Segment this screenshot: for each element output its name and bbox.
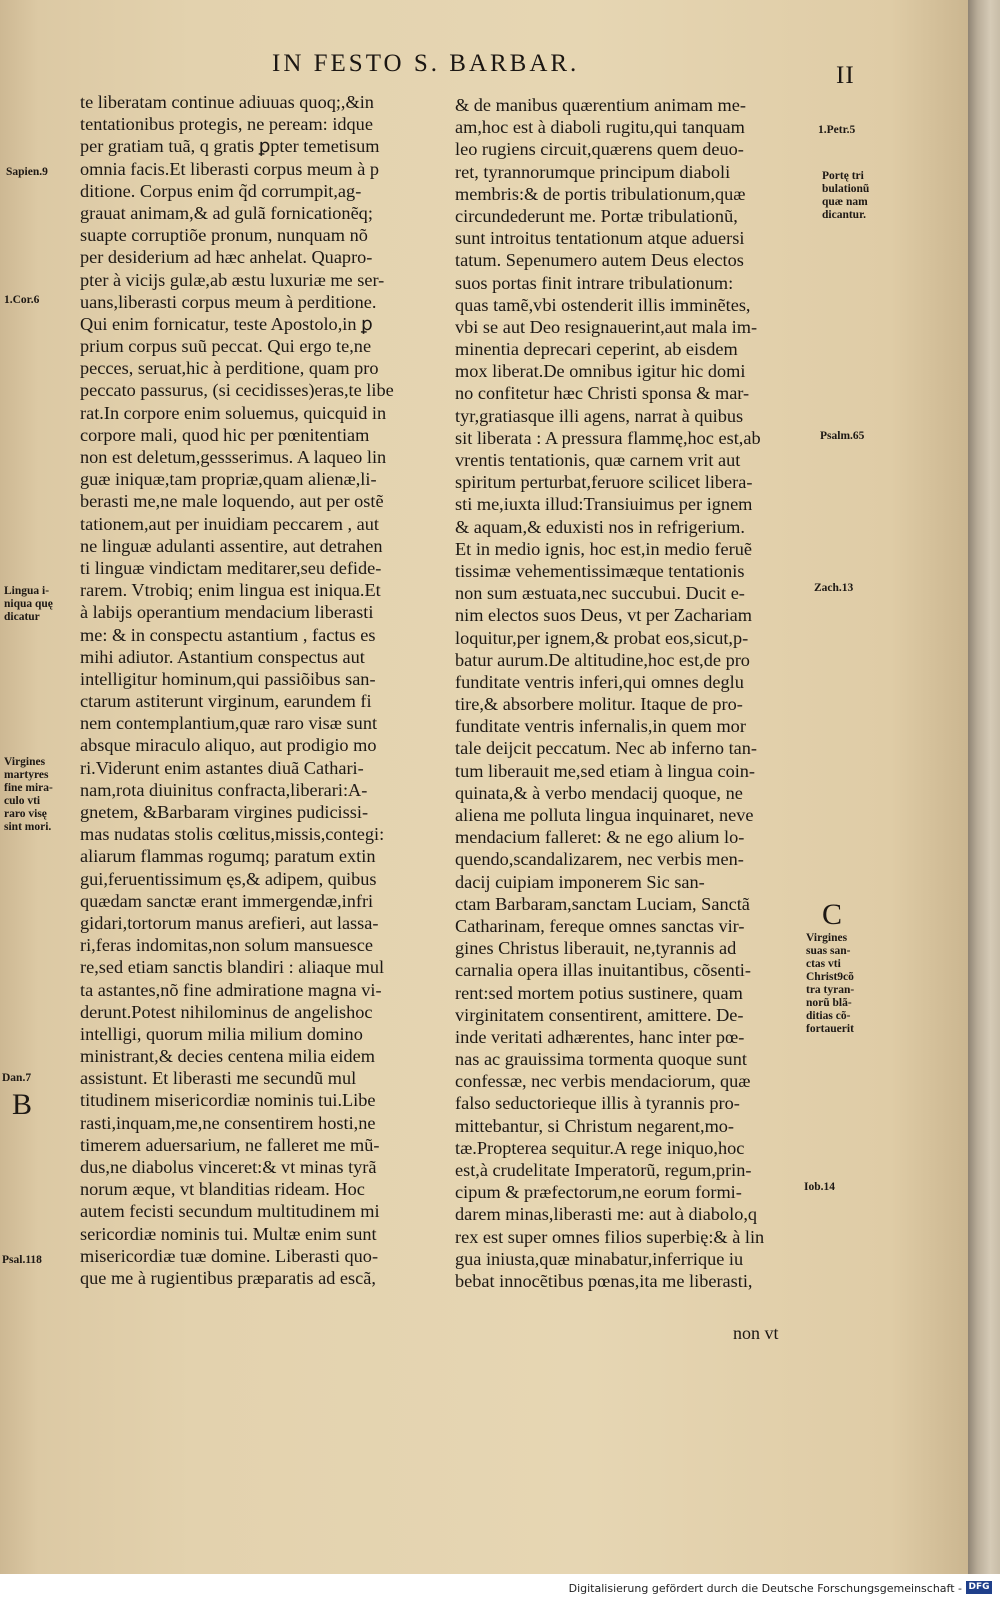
left-column-line: non est deletum,gessserimus. A laqueo lin [80, 447, 387, 467]
margin-note-line: Dan.7 [2, 1072, 32, 1084]
dfg-logo: DFG [966, 1581, 992, 1594]
left-column-line: nam,rota diuinitus confracta,liberari:A- [80, 779, 368, 800]
left-column-line: te liberatam continue adiuuas quoq;,&in [80, 92, 374, 112]
left-column-line: nem contemplantium,quæ raro visæ sunt [80, 713, 378, 734]
left-column-line: per gratiam tuã, q gratis ꝑpter temetisum [80, 136, 380, 157]
left-column-line: norum æque, vt blanditias rideam. Hoc [80, 1179, 365, 1200]
left-column-line: absque miraculo aliquo, aut prodigio mo [80, 735, 377, 756]
left-column-line: à labijs operantium mendacium liberasti [80, 602, 374, 623]
right-column-line: funditate ventris inferi,qui omnes deglu [455, 671, 744, 692]
left-column-line: derunt.Potest nihilominus de angelishoc [80, 1001, 373, 1022]
right-column-line: sunt introitus tentationum atque aduersi [455, 228, 745, 249]
margin-note-line: Zach.13 [814, 582, 854, 594]
right-column-line: quinata,& à verbo mendacij quoque, ne [455, 782, 743, 803]
margin-note-line: Virgines [806, 932, 848, 944]
left-column-line: misericordiæ tuæ domine. Liberasti quo- [80, 1245, 379, 1266]
left-column-line: ne linguæ adulanti assentire, aut detrahen [80, 535, 383, 556]
left-column-line: aliarum flammas rogumq; paratum extin [80, 846, 376, 867]
margin-note-dan [2, 1072, 31, 1085]
margin-note-line: dicantur. [822, 209, 866, 221]
right-column-line: gines Christus liberauit, ne,tyrannis ad [455, 938, 737, 959]
right-column-line: gua iniusta,quæ minabatur,inferrique iu [455, 1248, 744, 1269]
right-column-line: est,à crudelitate Imperatorũ, regum,prin- [455, 1160, 752, 1180]
margin-note-line: Psalm.65 [820, 430, 865, 442]
margin-note-zach [814, 582, 853, 595]
margin-note-line: ctas vti [806, 958, 841, 970]
margin-note-line: martyres [4, 769, 49, 781]
right-column-line: sit liberata : A pressura flammę,hoc est,ab [455, 427, 761, 448]
left-column-line: que me à rugientibus præparatis ad escã, [80, 1267, 376, 1288]
left-column-line: ctarum astiterunt virginum, earundem fi [80, 691, 372, 712]
margin-note-line: Portę tri [822, 170, 864, 182]
margin-note-psal118 [2, 1254, 42, 1267]
left-column-line: corpore mali, quod hic per pœnitentiam [80, 424, 370, 445]
right-column-line: & aquam,& eduxisti nos in refrigerium. [455, 516, 745, 537]
left-column-line: ditione. Corpus enim q̃d corrumpit,ag- [80, 180, 362, 201]
right-column-line: tatum. Sepenumero autem Deus electos [455, 250, 744, 271]
right-column-line: mendacium falleret: & ne ego alium lo- [455, 827, 745, 848]
left-column-line: Qui enim fornicatur, teste Apostolo,in ꝑ [80, 313, 373, 334]
left-column-line: timerem aduersarium, ne falleret me mũ- [80, 1134, 380, 1155]
right-column-line: nim electos suos Deus, vt per Zachariam [455, 605, 752, 626]
left-column-line: quædam sanctæ erant immergendæ,infri [80, 890, 374, 911]
left-column-line: me: & in conspectu astantium , factus es [80, 624, 376, 645]
left-column-line: suapte corruptiõe pronum, nunquam nõ [80, 225, 368, 246]
margin-note-cor [4, 294, 39, 307]
right-column-line: virginitatem consentirent, amittere. De- [455, 1004, 744, 1025]
left-column-line: assistunt. Et liberasti me secundũ mul [80, 1068, 357, 1089]
page-number: II [836, 62, 855, 89]
right-column-line: tyr,gratiasque illi agens, narrat à quibus [455, 405, 744, 426]
right-column-line: suos portas finit intrare tribulationum: [455, 272, 734, 293]
margin-note-line: 1.Cor.6 [4, 294, 40, 306]
left-column-line: dus,ne diabolus vinceret:& vt minas tyrã [80, 1157, 377, 1177]
right-column-line: dacij cuipiam imponerem Sic san- [455, 871, 705, 892]
left-column-line: uans,liberasti corpus meum à perditione. [80, 291, 377, 312]
margin-note-virgines-suas [806, 932, 854, 1036]
margin-note-line: raro visę [4, 808, 47, 820]
right-column-line: inde veritati adhærentes, hanc inter pœ- [455, 1026, 745, 1047]
margin-note-line: sint mori. [4, 821, 52, 833]
left-column-line: ta astantes,nõ fine admiratione magna vi- [80, 979, 382, 1000]
right-column-line: tæ.Propterea sequitur.A rege iniquo,hoc [455, 1137, 745, 1158]
right-column-line: confessæ, nec verbis mendaciorum, quæ [455, 1071, 751, 1092]
right-column-line: nas ac grauissima tormenta quoque sunt [455, 1049, 747, 1070]
right-column-line: quendo,scandalizarem, nec verbis men- [455, 849, 744, 870]
left-column-line: guæ iniquæ,tam propriæ,quam alienæ,li- [80, 469, 377, 490]
margin-note-line: niqua quę [4, 598, 53, 610]
margin-note-line: Christ9cõ [806, 971, 854, 983]
section-letter-b: B [12, 1088, 33, 1121]
left-column-line: re,sed etiam sanctis blandiri : aliaque mul [80, 957, 385, 978]
margin-note-line: suas san- [806, 945, 851, 957]
left-column-line: autem fecisti secundum multitudinem mi [80, 1201, 380, 1222]
right-column-line: mittebantur, si Christum negarent,mo- [455, 1115, 735, 1136]
right-column-line: batur aurum.De altitudine,hoc est,de pro [455, 649, 750, 670]
page-edge [968, 0, 1000, 1574]
left-column-line: mas nudatas stolis cœlitus,missis,contegi: [80, 824, 385, 845]
margin-note-virgines [4, 756, 53, 834]
margin-note-lingua [4, 585, 53, 624]
left-column-line: rat.In corpore enim soluemus, quicquid in [80, 402, 387, 423]
right-column-line: tire,& absorbere molitur. Itaque de pro- [455, 694, 743, 715]
margin-note-line: dicatur [4, 611, 40, 623]
left-column-line: ri,feras indomitas,non solum mansuesce [80, 935, 373, 956]
margin-note-line: quæ nam [822, 196, 868, 208]
left-column-line: ministrant,& decies centena milia eidem [80, 1046, 375, 1067]
right-column-line: & de manibus quærentium animam me- [455, 95, 746, 115]
margin-note-portae [822, 170, 869, 222]
left-column-line: rarem. Vtrobiq; enim lingua est iniqua.Et [80, 580, 381, 601]
right-column-line: sti me,iuxta illud:Transiuimus per ignem [455, 494, 753, 515]
right-column-line: no confitetur hæc Christi sponsa & mar- [455, 383, 750, 404]
right-column-line: leo rugiens circuit,quærens quem deuo- [455, 139, 744, 160]
right-column-line: ctam Barbaram,sanctam Luciam, Sanctã [455, 893, 750, 914]
right-column-line: vrentis tentationis, quæ carnem vrit aut [455, 450, 741, 470]
section-letter-c: C [822, 898, 843, 931]
footer-credit: Digitalisierung gefördert durch die Deutsche Forschungsgemeinschaft - [568, 1582, 962, 1595]
margin-note-iob [804, 1181, 835, 1194]
left-column-line: intelligi, quorum milia milium domino [80, 1023, 363, 1044]
right-column-line: minentia deprecari ceperint, ab eisdem [455, 339, 738, 360]
margin-note-line: fortauerit [806, 1023, 854, 1035]
left-column-line: mihi adiutor. Astantium conspectus aut [80, 646, 365, 667]
right-column-line: darem minas,liberasti me: aut à diabolo,q [455, 1204, 758, 1225]
left-column-line: berasti me,ne male loquendo, aut per ostẽ [80, 491, 384, 512]
left-column-line: peccato passurus, (si cecidisses)eras,te libe [80, 380, 394, 401]
right-column-line: am,hoc est à diaboli rugitu,qui tanquam [455, 117, 745, 138]
left-column-line: tationem,aut per inuidiam peccarem , aut [80, 513, 379, 534]
left-column-line: sericordiæ nominis tui. Multæ enim sunt [80, 1223, 377, 1244]
footer-bar [0, 1574, 1000, 1602]
right-column-line: spiritum perturbat,feruore scilicet libera- [455, 472, 753, 493]
right-column-line: ret, tyrannorumque principum diaboli [455, 161, 731, 182]
margin-note-line: bulationũ [822, 183, 870, 195]
left-column-line: grauat animam,& ad gulã fornicationẽq; [80, 202, 373, 223]
right-column-line: rex est super omnes filios superbię:& à lin [455, 1226, 765, 1247]
right-column-line: quas tamẽ,vbi ostenderit illis imminẽtes, [455, 294, 751, 315]
margin-note-line: culo vti [4, 795, 41, 807]
margin-note-sapien [6, 166, 48, 179]
left-column-line: ti linguæ vindictam meditarer,seu defide- [80, 557, 382, 578]
right-column-line: Et in medio ignis, hoc est,in medio feruẽ [455, 538, 753, 559]
margin-note-line: Psal.118 [2, 1254, 42, 1266]
left-column-line: ri.Viderunt enim astantes diuã Cathari- [80, 757, 364, 778]
left-column-line: tentationibus protegis, ne peream: idque [80, 114, 373, 135]
margin-note-line: Sapien.9 [6, 166, 48, 178]
right-column-line: vbi se aut Deo resignauerint,aut mala im- [455, 316, 758, 337]
left-column-line: gidari,tortorum manus arefieri, aut lassa- [80, 912, 379, 933]
catchword: non vt [733, 1323, 779, 1343]
margin-note-psalm65 [820, 430, 864, 443]
margin-note-line: tra tyran- [806, 984, 855, 996]
margin-note-line: ditias cõ- [806, 1010, 851, 1022]
right-column-line: circundederunt me. Portæ tribulationũ, [455, 205, 738, 226]
margin-note-line: Iob.14 [804, 1181, 835, 1193]
right-column-line: bebat innocẽtibus pœnas,ita me liberasti, [455, 1270, 753, 1291]
left-text-column [80, 91, 430, 1289]
right-column-line: mox liberat.De omnibus igitur hic domi [455, 361, 746, 382]
right-column-line: carnalia opera illas inuitantibus, cõsenti- [455, 960, 751, 981]
right-column-line: membris:& de portis tribulationum,quæ [455, 183, 746, 204]
running-title: IN FESTO S. BARBAR. [272, 50, 580, 77]
right-column-line: tissimæ vehementissimæque tentationis [455, 560, 745, 581]
margin-note-line: 1.Petr.5 [818, 124, 856, 136]
right-column-line: loquitur,per ignem,& probat eos,sicut,p- [455, 627, 749, 648]
right-column-line: tale deijcit peccatum. Nec ab inferno tan- [455, 738, 757, 759]
right-column-line: cipum & præfectorum,ne eorum formi- [455, 1182, 742, 1203]
left-column-line: omnia facis.Et liberasti corpus meum à p [80, 158, 380, 179]
right-column-line: falso seductorieque illis à tyrannis pro- [455, 1093, 740, 1114]
left-column-line: per desiderium ad hæc anhelat. Quapro- [80, 247, 373, 268]
margin-note-line: Virgines [4, 756, 46, 768]
right-column-line: aliena me polluta lingua inquinaret, neve [455, 805, 754, 825]
right-column-line: tum liberauit me,sed etiam à lingua coin- [455, 760, 756, 781]
right-column-line: funditate ventris infernalis,in quem mor [455, 716, 746, 737]
right-text-column [455, 94, 807, 1292]
margin-note-line: fine mira- [4, 782, 53, 794]
left-column-line: gnetem, &Barbaram virgines pudicissi- [80, 802, 369, 822]
margin-note-petr [818, 124, 855, 137]
left-column-line: gui,feruentissimum ęs,& adipem, quibus [80, 868, 377, 889]
left-column-line: titudinem misericordiæ nominis tui.Libe [80, 1090, 376, 1111]
margin-note-line: Lingua i- [4, 585, 50, 597]
left-column-line: intelligitur hominum,qui passiõibus san- [80, 668, 376, 689]
right-column-line: non sum æstuata,nec succubui. Ducit e- [455, 583, 745, 604]
right-column-line: Catharinam, fereque omnes sanctas vir- [455, 915, 745, 936]
right-column-line: rent:sed mortem potius sustinere, quam [455, 982, 743, 1003]
left-column-line: pecces, seruat,hic à perditione, quam pro [80, 358, 379, 379]
left-column-line: pter à vicijs gulæ,ab æstu luxuriæ me ser- [80, 269, 385, 290]
left-column-line: prium corpus suũ peccat. Qui ergo te,ne [80, 336, 372, 357]
margin-note-line: norũ blã- [806, 997, 852, 1009]
left-column-line: rasti,inquam,me,ne consentirem hosti,ne [80, 1112, 376, 1133]
